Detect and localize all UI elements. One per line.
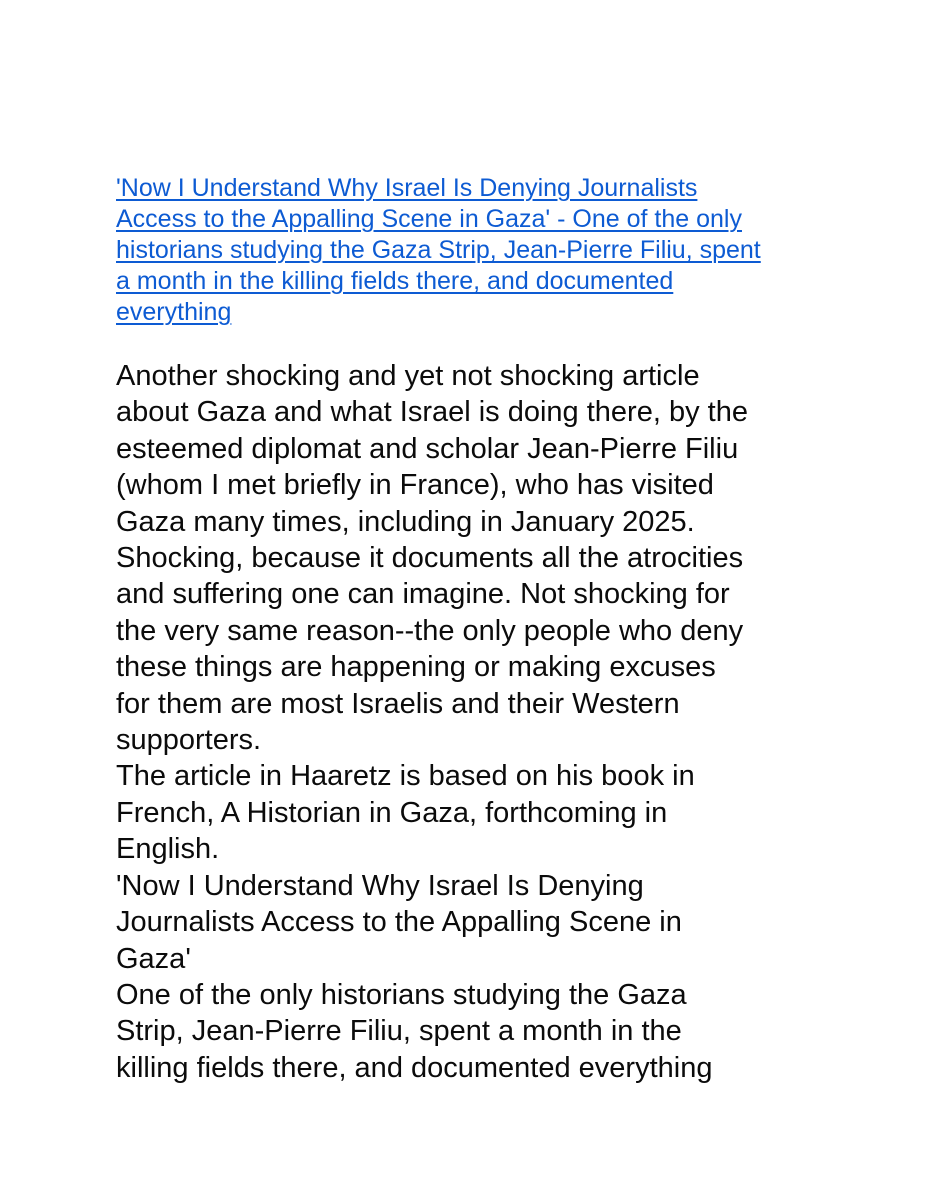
paragraph-article-title [116,868,927,977]
text-line: One of the only historians studying the Gaza [116,978,687,1011]
text-line: Journalists Access to the Appalling Scene in [116,906,682,939]
text-line: the very same reason--the only people who deny [116,614,744,647]
text-line: (whom I met briefly in France), who has visited [116,469,714,502]
text-line: Strip, Jean-Pierre Filiu, spent a month in the [116,1015,682,1048]
text-line: The article in Haaretz is based on his book in [116,760,695,793]
article-link-line: a month in the killing fields there, and documented [116,267,674,295]
text-line: Gaza many times, including in January 2025. [116,505,695,538]
post-body [116,358,927,1086]
article-link-line: Access to the Appalling Scene in Gaza' - One of the only [116,205,742,233]
text-line: and suffering one can imagine. Not shocking for [116,578,730,611]
text-line: French, A Historian in Gaza, forthcoming in [116,796,668,829]
text-line: these things are happening or making excuses [116,651,716,684]
text-line: 'Now I Understand Why Israel Is Denying [116,869,644,902]
text-line: about Gaza and what Israel is doing there, by the [116,396,748,429]
text-line: Another shocking and yet not shocking article [116,360,700,392]
paragraph-article-subtitle [116,977,927,1086]
text-line: esteemed diplomat and scholar Jean-Pierre Filiu [116,432,739,465]
text-line: English. [116,833,220,866]
text-line: killing fields there, and documented everything [116,1051,713,1084]
article-link-line: 'Now I Understand Why Israel Is Denying Journalists [116,174,698,202]
text-line: Gaza' [116,942,191,975]
article-link-line: historians studying the Gaza Strip, Jean-Pierre Filiu, spent [116,236,761,264]
text-line: for them are most Israelis and their Western [116,687,680,720]
text-line: Shocking, because it documents all the atrocities [116,542,744,575]
paragraph-haaretz-book [116,758,927,867]
paragraph-commentary [116,358,927,758]
article-link-line: everything [116,298,232,326]
article-link[interactable] [116,173,816,328]
text-line: supporters. [116,724,262,757]
